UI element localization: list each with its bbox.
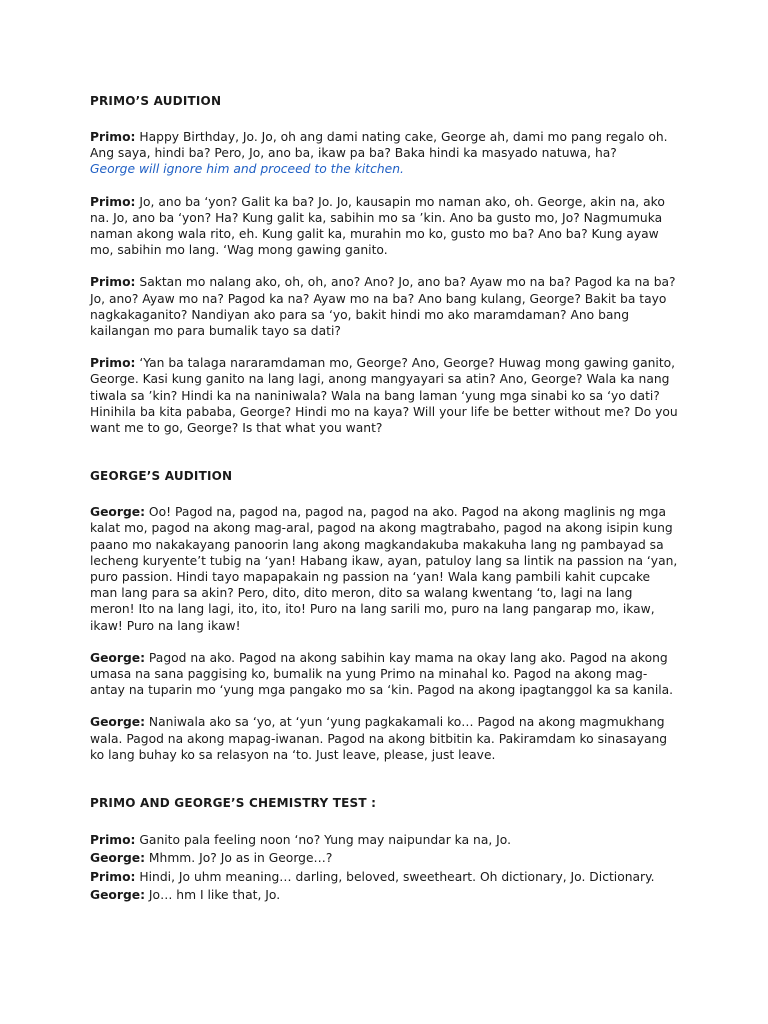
dialogue-text: Jo, ano ba ‘yon? Galit ka ba? Jo. Jo, kausapin mo naman ako, oh. George, akin na, ako na. Jo, ano ba ‘yon? Ha? Kung galit ka, sabihin mo sa ’kin. Ano ba gusto mo, Jo? Nagmumuka naman akong wala rito, eh. Kung galit ka, murahin mo ko, gusto mo ba? Ano ba? Kung ayaw mo, sabihin mo lang. ‘Wag mong gawing ganito. [90, 194, 665, 258]
section-spacer [90, 452, 680, 468]
section-chemistry-test [90, 795, 680, 904]
dialogue-line [90, 886, 680, 904]
script-paragraph [90, 714, 680, 763]
dialogue-text: Pagod na ako. Pagod na akong sabihin kay mama na okay lang ako. Pagod na akong umasa na sana paggising ko, bumalik na yung Primo na minahal ko. Pagod na akong mag-antay na tuparin mo ‘yung mga pangako mo sa ‘kin. Pagod na akong ipagtanggol ka sa kanila. [90, 650, 674, 698]
speaker-label: George: [90, 887, 146, 902]
document-body [90, 93, 680, 904]
section-heading: PRIMO AND GEORGE’S CHEMISTRY TEST : [90, 796, 377, 811]
section-heading: PRIMO’S AUDITION [90, 94, 222, 108]
script-paragraph [90, 194, 680, 259]
speaker-label: George: [90, 505, 146, 520]
script-paragraph [90, 504, 680, 634]
dialogue-text: Oo! Pagod na, pagod na, pagod na, pagod na ako. Pagod na akong maglinis ng mga kalat mo, pagod na akong mag-aral, pagod na akong magtrabaho, pagod na akong isipin kung paano mo nakakayang panoorin lang akong magkandakuba makakuha lang ng pambayad sa lecheng kuryente’t tubig na ‘yan! Habang ikaw, ayan, patuloy lang sa lintik na passion na ‘yan, puro passion. Hindi tayo mapapakain ng passion na ‘yan! Wala kang pambili kahit cupcake man lang para sa akin? Pero, dito, dito meron, dito sa walang kwentang ‘to, lagi na lang meron! Ito na lang lagi, ito, ito, ito! Puro na lang sarili mo, puro na lang pangarap mo, ikaw, ikaw! Puro na lang ikaw! [90, 505, 678, 633]
script-paragraph [90, 355, 680, 436]
dialogue-text: Mhmm. Jo? Jo as in George…? [145, 851, 333, 866]
speaker-label: Primo: [90, 194, 136, 209]
section-heading: GEORGE’S AUDITION [90, 469, 233, 484]
dialogue-text: Happy Birthday, Jo. Jo, oh ang dami nating cake, George ah, dami mo pang regalo oh. Ang saya, hindi ba? Pero, Jo, ano ba, ikaw pa ba? Baka hindi ka masyado natuwa, ha? [90, 130, 668, 161]
dialogue-line [90, 849, 680, 867]
stage-direction: George will ignore him and proceed to the kitchen. [90, 162, 404, 177]
dialogue-line [90, 868, 680, 886]
speaker-label: George: [90, 851, 146, 866]
dialogue-line [90, 831, 680, 849]
dialogue-block [90, 831, 680, 904]
script-paragraph [90, 274, 680, 339]
script-paragraph [90, 650, 680, 699]
speaker-label: Primo: [90, 869, 136, 884]
speaker-label: Primo: [90, 356, 136, 371]
dialogue-text: Saktan mo nalang ako, oh, oh, ano? Ano? Jo, ano ba? Ayaw mo na ba? Pagod ka na ba? Jo, ano? Ayaw mo na? Pagod ka na? Ayaw mo na ba? Ano bang kulang, George? Bakit ba tayo nagkakaganito? Nandiyan ako para sa ‘yo, bakit hindi mo ako maramdaman? Ano bang kailangan mo para bumalik tayo sa dati? [90, 275, 676, 339]
section-primo-audition [90, 93, 680, 436]
speaker-label: George: [90, 650, 146, 665]
script-paragraph [90, 129, 680, 178]
dialogue-text: Ganito pala feeling noon ‘no? Yung may naipundar ka na, Jo. [135, 833, 512, 848]
speaker-label: George: [90, 715, 146, 730]
section-george-audition [90, 468, 680, 763]
dialogue-text: ‘Yan ba talaga nararamdaman mo, George? Ano, George? Huwag mong gawing ganito, George. Kasi kung ganito na lang lagi, anong mangyayari sa atin? Ano, George? Wala ka nang tiwala sa ’kin? Hindi ka na naniniwala? Wala na bang laman ‘yung mga sinabi ko sa ‘yo dati? Hinihila ba kita pababa, George? Hindi mo na kaya? Will your life be better without me? Do you want me to go, George? Is that what you want? [90, 356, 678, 436]
section-spacer [90, 779, 680, 795]
dialogue-text: Naniwala ako sa ‘yo, at ‘yun ‘yung pagkakamali ko… Pagod na akong magmukhang wala. Pagod na akong mapag-iwanan. Pagod na akong bitbitin ka. Pakiramdam ko sinasayang ko lang buhay ko sa relasyon na ‘to. Just leave, please, just leave. [90, 715, 668, 762]
dialogue-text: Jo… hm I like that, Jo. [145, 887, 281, 902]
speaker-label: Primo: [90, 833, 136, 848]
dialogue-text: Hindi, Jo uhm meaning… darling, beloved, sweetheart. Oh dictionary, Jo. Dictionary. [135, 869, 655, 884]
speaker-label: Primo: [90, 275, 136, 290]
speaker-label: Primo: [90, 130, 136, 144]
